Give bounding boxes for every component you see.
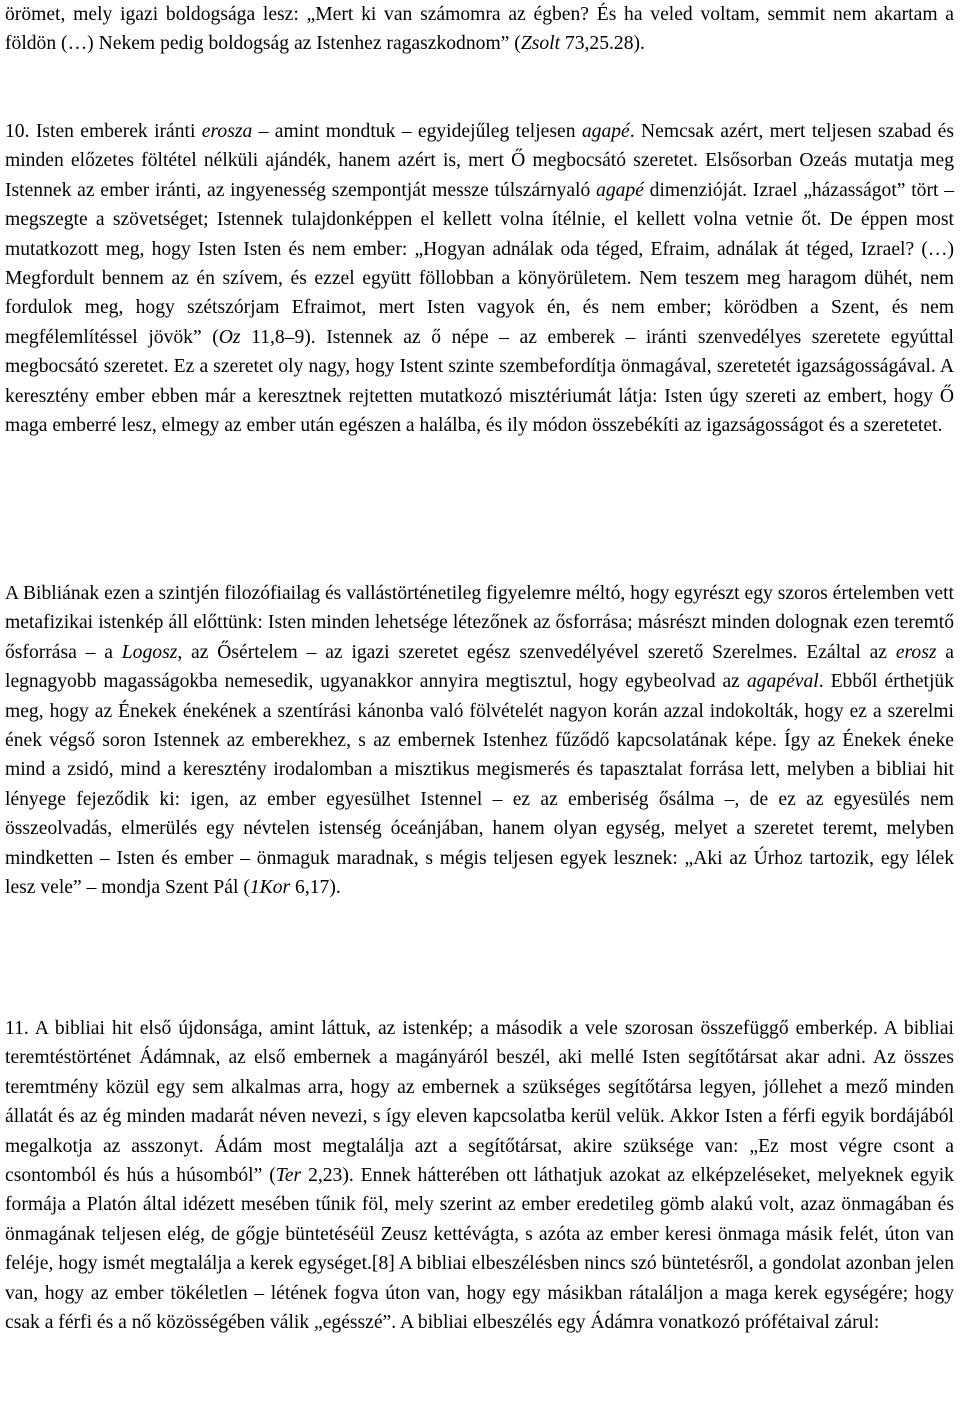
text-segment: 73,25.28). <box>560 33 645 55</box>
italic-text-segment: Logosz <box>121 641 178 663</box>
italic-text-segment: erosz <box>895 641 937 663</box>
italic-text-segment: Zsolt <box>520 33 561 55</box>
text-segment: . Ebből érthetjük meg, hogy az Énekek énekének a szentírási kánonba való fölvételét nagyon korán azzal indokolták, hogy ez a szerelmi ének végső soron Istennek az emberekhez, s az embernek Istenhez fűződő kapcsolatának képe. Így az Énekek éneke mind a zsidó, mind a keresztény irodalomban a misztikus megismerés és tapasztalat forrása lett, melyben a bibliai hit lényege fejeződik ki: igen, az ember egyesülhet Istennel – ez az emberiség ősálma –, de ez az egyesülés nem összeolvadás, elmerülés egy névtelen istenség óceánjában, hanem olyan egység, melyet a szeretet teremt, melyben mindketten – Isten és ember – önmaguk maradnak, s mégis teljesen egyek lesznek: „Aki az Úrhoz tartozik, egy lélek lesz vele” – mondja Szent Pál ( <box>5 671 955 899</box>
italic-text-segment: erosza <box>201 121 253 142</box>
paragraph-3 <box>5 579 954 902</box>
italic-text-segment: Ter <box>275 1165 302 1187</box>
italic-text-segment: agapé <box>596 179 644 201</box>
italic-text-segment: agapé <box>581 121 630 142</box>
paragraph-1 <box>5 0 954 59</box>
text-segment: . Nemcsak azért, mert teljesen szabad és minden előzetes föltétel nélküli ajándék, hanem azért is, mert Ő megbocsátó szeretet. Elsősorban Ozeás mutatja meg Istennek az ember iránti, az ingyenesség szempontját messze túlszárnyaló <box>5 121 954 201</box>
text-segment: 6,17). <box>290 877 341 899</box>
text-segment: örömet, mely igazi boldogsága lesz: „Mert ki van számomra az égben? És ha veled voltam, semmit nem akartam a földön (…) Nekem pedig boldogság az Istenhez ragaszkodnom” ( <box>5 4 954 55</box>
text-segment: , az Ősértelem – az igazi szeretet egész szenvedélyével szerető Szerelmes. Ezáltal az <box>177 641 896 663</box>
text-segment: dimenzióját. Izrael „házasságot” tört – megszegte a szövetséget; Istennek tulajdonképpen el kellett volna ítélnie, el kellett volna vetnie őt. De éppen most mutatkozott meg, hogy Isten Isten és nem ember: „Hogyan adnálak oda téged, Efraim, adnálak át téged, Izrael? (…) Megfordult bennem az én szívem, és ezzel együtt föllobban a könyörületem. Nem teszem meg haragom dühét, nem fordulok meg, hogy szétszórjam Efraimot, mert Isten vagyok én, és nem ember; körödben a Szent, és nem megfélemlítéssel jövök” ( <box>5 179 954 348</box>
italic-text-segment: 1Kor <box>249 877 291 899</box>
italic-text-segment: agapéval <box>746 671 819 693</box>
text-segment: A Bibliának ezen a szintjén filozófiailag és vallástörténetileg figyelemre méltó, hogy egyrészt egy szoros értelemben vett metafizikai istenkép áll előttünk: Isten minden lehetsége létezőnek az ősforrása; másrészt minden dolognak ezen teremtő ősforrása – a <box>5 583 954 663</box>
text-segment: – amint mondtuk – egyidejűleg teljesen <box>252 121 582 142</box>
text-segment: 10. Isten emberek iránti <box>5 121 202 142</box>
text-segment: a legnagyobb magasságokba nemesedik, ugyanakkor annyira megtisztul, hogy egybeolvad az <box>5 641 954 693</box>
paragraph-4 <box>5 1014 954 1337</box>
text-segment: 2,23). Ennek hátterében ott láthatjuk azokat az elképzeléseket, melyeknek egyik formája a Platón által idézett mesében tűnik föl, mely szerint az ember eredetileg gömb alakú volt, azaz önmagában és önmagának teljesen elég, de gőgje büntetéséül Zeusz kettévágta, s azóta az ember keresi önmaga másik felét, úton van feléje, hogy ismét megtalálja a kerek egységet.[8] A bibliai elbeszélésben nincs szó büntetésről, a gondolat azonban jelen van, hogy az ember tökéletlen – létének fogva úton van, hogy egy másikban rátaláljon a maga kerek egységére; hogy csak a férfi és a nő közösségében válik „egésszé”. A bibliai elbeszélés egy Ádámra vonatkozó prófétaival zárul: <box>5 1165 954 1334</box>
text-segment: 11,8–9). Istennek az ő népe – az emberek – iránti szenvedélyes szeretete egyúttal megbocsátó szeretet. Ez a szeretet oly nagy, hogy Istent szinte szembefordítja önmagával, szeretetét igazságosságával. A keresztény ember ebben már a keresztnek rejtetten mutatkozó misztériumát látja: Isten úgy szereti az embert, hogy Ő maga emberré lesz, elmegy az ember után egészen a halálba, és ily módon összebékíti az igazságosságot és a szeretetet. <box>5 326 954 437</box>
text-segment: 11. A bibliai hit első újdonsága, amint láttuk, az istenkép; a második a vele szorosan összefüggő emberkép. A bibliai teremtéstörténet Ádámnak, az első embernek a magányáról beszél, aki mellé Isten segítőtársat akar adni. Az összes teremtmény közül egy sem alkalmas arra, hogy az embernek a szükséges segítőtársa legyen, jóllehet a mező minden állatát és az ég minden madarát néven nevezi, s így eleven kapcsolatba kerül velük. Akkor Isten a férfi egyik bordájából megalkotja az asszonyt. Ádám most megtalálja azt a segítőtársat, akire szüksége van: „Ez most végre csont a csontomból és hús a húsomból” ( <box>5 1018 954 1187</box>
italic-text-segment: Oz <box>218 326 241 348</box>
paragraph-2 <box>5 117 954 440</box>
